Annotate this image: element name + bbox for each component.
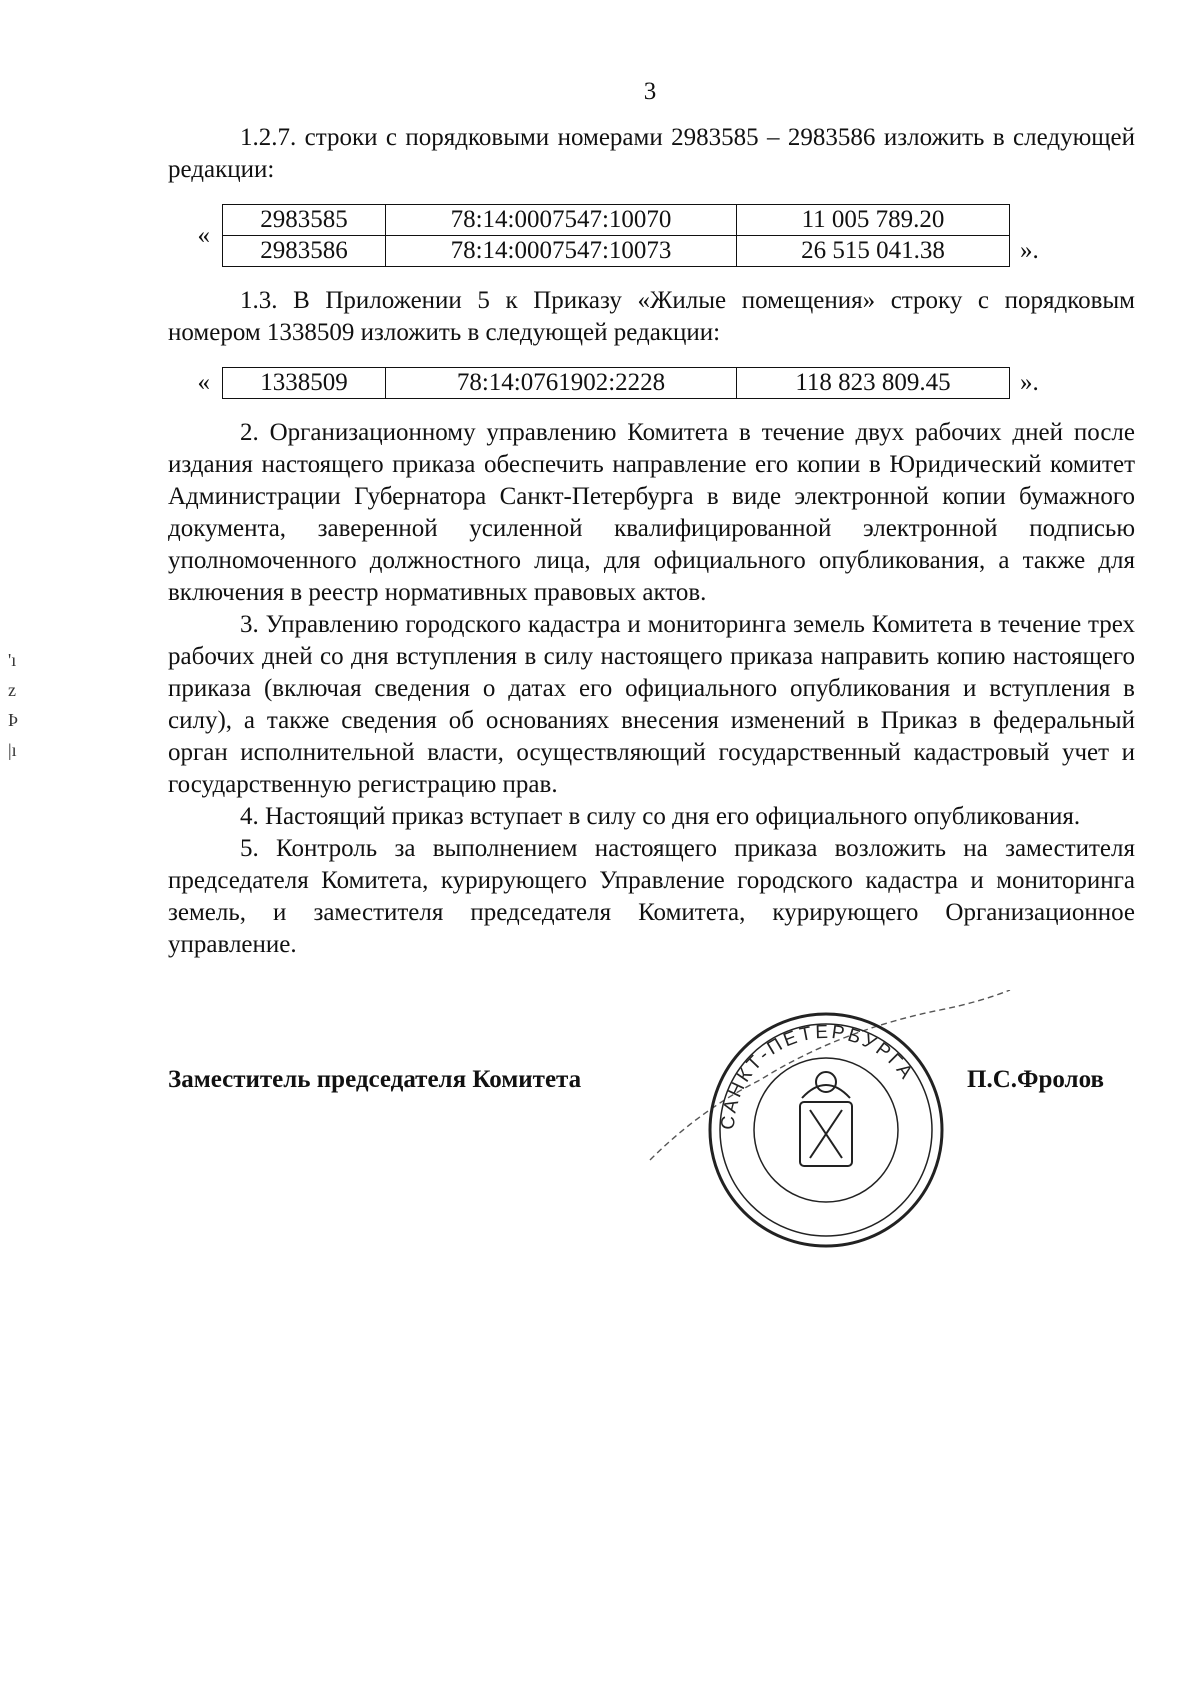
table-cell-cadastral: 78:14:0007547:10070	[386, 205, 737, 236]
opening-quote: «	[197, 221, 210, 249]
table-cell-value: 118 823 809.45	[737, 368, 1010, 399]
table-cell-number: 2983586	[223, 236, 386, 267]
document-body	[168, 122, 1135, 961]
paragraph-2: 2. Организационному управлению Комитета в течение двух рабочих дней после издания настоящего приказа обеспечить направление его копии в Юридический комитет Администрации Губернатора Санкт-Петербурга в виде электронной копии бумажного документа, заверенной усиленной квалифицированной электронной подписью уполномоченного должностного лица, для официального опубликования, а также для включения в реестр нормативных правовых актов.	[168, 419, 1135, 606]
table-row	[223, 205, 1010, 236]
table-row	[223, 368, 1010, 399]
signatory-title: Заместитель председателя Комитета	[168, 1066, 582, 1093]
closing-quote: ».	[1020, 369, 1039, 396]
table-cell-value: 26 515 041.38	[737, 236, 1010, 267]
paragraph-3: 3. Управлению городского кадастра и мониторинга земель Комитета в течение трех рабочих дней со дня вступления в силу настоящего приказа направить копию настоящего приказа (включая сведения о датах его официального опубликования и вступления в силу), а также сведения об основаниях внесения изменений в Приказ в федеральный орган исполнительной власти, осуществляющий государственный кадастровый учет и государственную регистрацию прав.	[168, 611, 1135, 798]
table-cell-number: 2983585	[223, 205, 386, 236]
closing-quote: ».	[1020, 237, 1039, 264]
paragraph-1-3: 1.3. В Приложении 5 к Приказу «Жилые помещения» строку с порядковым номером 1338509 изложить в следующей редакции:	[168, 287, 1135, 346]
table-1-block	[168, 204, 1135, 267]
table-cell-cadastral: 78:14:0007547:10073	[386, 236, 737, 267]
page-number: 3	[643, 78, 657, 105]
table-row	[223, 236, 1010, 267]
table-cell-cadastral: 78:14:0761902:2228	[386, 368, 737, 399]
table-2	[222, 367, 1010, 399]
table-cell-value: 11 005 789.20	[737, 205, 1010, 236]
paragraph-1-2-7: 1.2.7. строки с порядковыми номерами 2983585 – 2983586 изложить в следующей редакции:	[168, 124, 1135, 183]
paragraph-5: 5. Контроль за выполнением настоящего приказа возложить на заместителя председателя Комитета, курирующего Управление городского кадастра и мониторинга земель, и заместителя председателя Комитета, курирующего Организационное управление.	[168, 835, 1135, 958]
table-cell-number: 1338509	[223, 368, 386, 399]
margin-marks: 'ı z Þ |ı	[8, 650, 19, 760]
signatory-name: П.С.Фролов	[967, 1066, 1104, 1093]
seal-text: САНКТ-ПЕТЕРБУРГА	[717, 1021, 918, 1131]
table-2-block	[168, 367, 1135, 399]
official-seal-icon	[706, 1010, 946, 1250]
paragraph-4: 4. Настоящий приказ вступает в силу со дня его официального опубликования.	[240, 803, 1081, 830]
opening-quote: «	[197, 369, 210, 396]
table-1	[222, 204, 1010, 267]
